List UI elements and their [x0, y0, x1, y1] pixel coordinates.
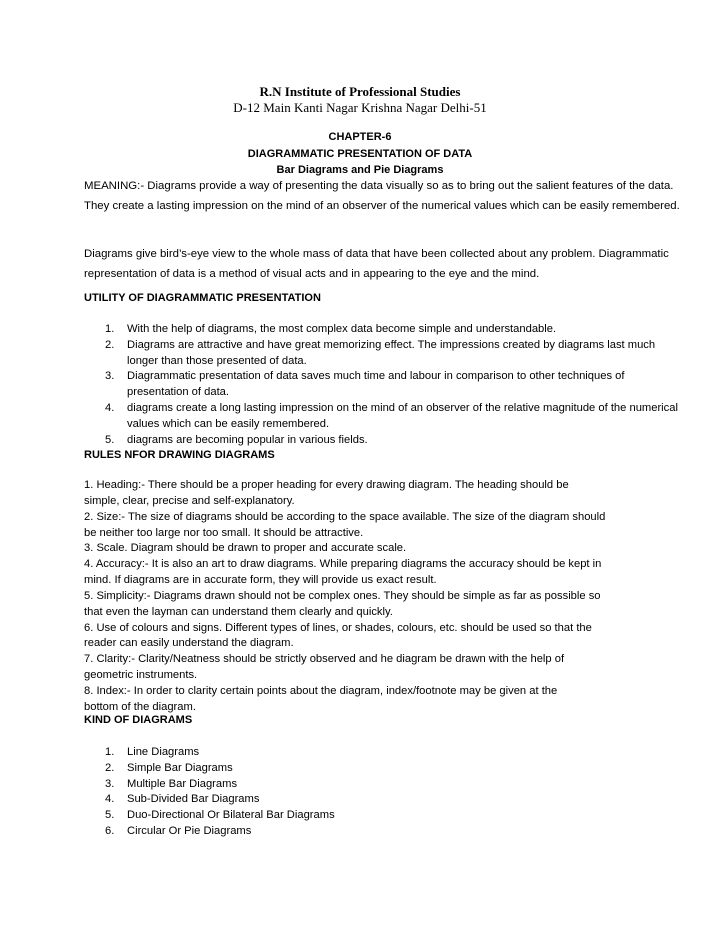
rule-line: 7. Clarity:- Clarity/Neatness should be strictly observed and he diagram be drawn with the help of: [84, 653, 565, 666]
list-item: [84, 745, 684, 761]
list-item-text: Duo-Directional Or Bilateral Bar Diagrams: [127, 809, 335, 822]
rule-line: 2. Size:- The size of diagrams should be according to the space available. The size of the diagram should: [84, 510, 606, 523]
rule-line: simple, clear, precise and self-explanatory.: [84, 494, 295, 507]
rule-line: 5. Simplicity:- Diagrams drawn should not be complex ones. They should be simple as far as possible so: [84, 589, 601, 602]
list-item: [84, 322, 684, 338]
meaning-paragraph: MEANING:- Diagrams provide a way of presenting the data visually so as to bring out the salient features of the data. They create a lasting impression on the mind of an observer of the numerical values which can be easily remembered.: [84, 180, 680, 212]
chapter-title: DIAGRAMMATIC PRESENTATION OF DATA: [247, 148, 473, 160]
list-item: [84, 369, 684, 401]
rule-line: 3. Scale. Diagram should be drawn to proper and accurate scale.: [84, 542, 407, 555]
rule-line: 8. Index:- In order to clarity certain points about the diagram, index/footnote may be given at the: [84, 684, 558, 697]
rule-line: reader can easily understand the diagram.: [84, 637, 294, 650]
list-number: 5.: [105, 433, 115, 446]
institute-name: R.N Institute of Professional Studies: [259, 84, 461, 99]
list-item-text: diagrams create a long lasting impression on the mind of an observer of the relative magnitude of the numerical values which can be easily remembered.: [127, 401, 678, 430]
utility-heading: UTILITY OF DIAGRAMMATIC PRESENTATION: [84, 292, 321, 304]
list-number: 2.: [105, 761, 115, 774]
list-item: [84, 777, 684, 793]
list-number: 5.: [105, 809, 115, 822]
rule-line: geometric instruments.: [84, 669, 198, 682]
rule-line: 1. Heading:- There should be a proper heading for every drawing diagram. The heading should be: [84, 479, 569, 491]
list-item-text: Line Diagrams: [127, 746, 200, 758]
list-number: 1.: [105, 323, 115, 335]
institute-address: D-12 Main Kanti Nagar Krishna Nagar Delhi-51: [233, 100, 487, 115]
list-item-text: Circular Or Pie Diagrams: [127, 824, 252, 837]
list-number: 3.: [105, 777, 115, 790]
rule-line: be neither too large nor too small. It should be attractive.: [84, 526, 364, 539]
kinds-heading: KIND OF DIAGRAMS: [84, 714, 193, 726]
list-item: [84, 401, 684, 433]
list-item: [84, 761, 684, 777]
rules-heading: RULES NFOR DRAWING DIAGRAMS: [84, 449, 275, 461]
list-number: 3.: [105, 370, 115, 383]
utility-list: [84, 322, 684, 448]
list-item-text: Multiple Bar Diagrams: [127, 777, 238, 790]
list-item: [84, 338, 684, 370]
rule-line: bottom of the diagram.: [84, 700, 196, 713]
birds-eye-paragraph: Diagrams give bird’s-eye view to the whole mass of data that have been collected about any problem. Diagrammatic representation of data is a method of visual acts and in appearing to the eye and the mind.: [84, 248, 669, 280]
rule-line: mind. If diagrams are in accurate form, they will provide us exact result.: [84, 574, 437, 587]
list-number: 4.: [105, 793, 115, 806]
list-item-text: diagrams are becoming popular in various fields.: [127, 433, 368, 446]
list-item: [84, 824, 684, 840]
rule-line: 6. Use of colours and signs. Different types of lines, or shades, colours, etc. should be used so that the: [84, 621, 592, 634]
list-item: [84, 792, 684, 808]
list-item: [84, 433, 684, 449]
list-number: 2.: [105, 338, 115, 351]
list-item-text: Simple Bar Diagrams: [127, 761, 233, 774]
rules-list: [84, 478, 684, 716]
list-item-text: Sub-Divided Bar Diagrams: [127, 793, 260, 806]
chapter-number: CHAPTER-6: [328, 131, 392, 143]
list-number: 1.: [105, 746, 115, 758]
list-number: 6.: [105, 824, 115, 837]
kinds-list: [84, 745, 684, 840]
chapter-subtitle: Bar Diagrams and Pie Diagrams: [276, 164, 444, 176]
rule-line: 4. Accuracy:- It is also an art to draw diagrams. While preparing diagrams the accuracy should be kept in: [84, 558, 602, 571]
list-number: 4.: [105, 401, 115, 414]
list-item-text: Diagrams are attractive and have great memorizing effect. The impressions created by diagrams last much longer than those presented of data.: [127, 338, 656, 367]
list-item-text: Diagrammatic presentation of data saves much time and labour in comparison to other techniques of presentation of data.: [127, 370, 625, 399]
list-item-text: With the help of diagrams, the most complex data become simple and understandable.: [127, 323, 557, 335]
list-item: [84, 808, 684, 824]
rule-line: that even the layman can understand them clearly and quickly.: [84, 605, 393, 618]
